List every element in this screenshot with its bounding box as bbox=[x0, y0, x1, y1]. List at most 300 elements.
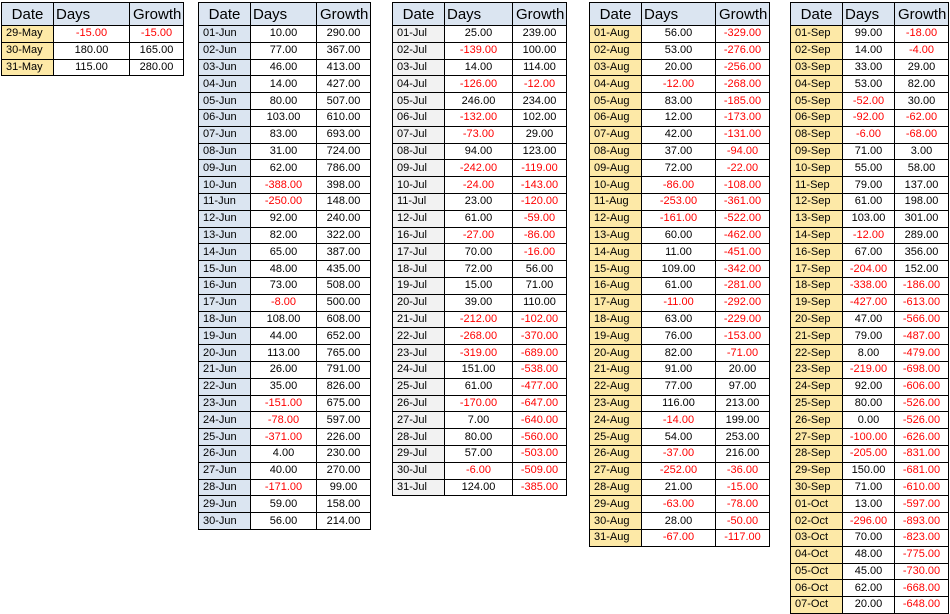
date-cell: 11-Sep bbox=[791, 177, 843, 194]
date-cell: 02-Jul bbox=[393, 42, 445, 59]
date-cell: 03-Jun bbox=[199, 59, 251, 76]
date-cell: 05-Oct bbox=[791, 563, 843, 580]
growth-cell: 786.00 bbox=[317, 160, 371, 177]
table-row bbox=[791, 244, 949, 261]
table-row bbox=[393, 210, 567, 227]
days-cell: 35.00 bbox=[251, 378, 317, 395]
growth-cell: -538.00 bbox=[513, 361, 567, 378]
days-cell: 56.00 bbox=[251, 513, 317, 530]
header-date: Date bbox=[393, 3, 445, 26]
days-cell: 28.00 bbox=[642, 513, 716, 530]
table-row bbox=[199, 193, 371, 210]
days-cell: 11.00 bbox=[642, 244, 716, 261]
days-cell: -6.00 bbox=[445, 462, 513, 479]
header-row bbox=[2, 3, 184, 26]
date-cell: 01-Oct bbox=[791, 496, 843, 513]
growth-cell: 216.00 bbox=[716, 445, 770, 462]
table-row bbox=[199, 361, 371, 378]
days-cell: -170.00 bbox=[445, 395, 513, 412]
date-cell: 29-Jun bbox=[199, 496, 251, 513]
table-row bbox=[393, 445, 567, 462]
table-row bbox=[590, 479, 770, 496]
growth-cell: 652.00 bbox=[317, 328, 371, 345]
date-cell: 31-Jul bbox=[393, 479, 445, 496]
days-cell: 82.00 bbox=[251, 227, 317, 244]
date-cell: 02-Jun bbox=[199, 42, 251, 59]
growth-cell: -526.00 bbox=[895, 395, 949, 412]
growth-cell: 270.00 bbox=[317, 462, 371, 479]
days-cell: -73.00 bbox=[445, 126, 513, 143]
table-row bbox=[393, 311, 567, 328]
date-cell: 29-Sep bbox=[791, 462, 843, 479]
date-cell: 06-Aug bbox=[590, 109, 642, 126]
table-row bbox=[393, 193, 567, 210]
table-row bbox=[791, 429, 949, 446]
days-cell: 47.00 bbox=[843, 311, 895, 328]
growth-cell: -479.00 bbox=[895, 345, 949, 362]
table-row bbox=[199, 378, 371, 395]
days-cell: 31.00 bbox=[251, 143, 317, 160]
table-row bbox=[393, 345, 567, 362]
days-cell: 61.00 bbox=[445, 210, 513, 227]
growth-cell: 29.00 bbox=[895, 59, 949, 76]
date-cell: 19-Jun bbox=[199, 328, 251, 345]
days-cell: -205.00 bbox=[843, 445, 895, 462]
days-cell: 55.00 bbox=[843, 160, 895, 177]
table-row bbox=[199, 244, 371, 261]
days-cell: 150.00 bbox=[843, 462, 895, 479]
date-cell: 03-Sep bbox=[791, 59, 843, 76]
table-row bbox=[393, 462, 567, 479]
growth-cell: 82.00 bbox=[895, 76, 949, 93]
days-cell: 62.00 bbox=[843, 580, 895, 597]
days-cell: 14.00 bbox=[251, 76, 317, 93]
table-row bbox=[199, 479, 371, 496]
table-row bbox=[791, 277, 949, 294]
days-cell: -268.00 bbox=[445, 328, 513, 345]
table-row bbox=[2, 59, 184, 76]
table-row bbox=[791, 160, 949, 177]
date-cell: 16-Jun bbox=[199, 277, 251, 294]
growth-cell: -606.00 bbox=[895, 378, 949, 395]
date-cell: 04-Oct bbox=[791, 546, 843, 563]
date-cell: 29-Aug bbox=[590, 496, 642, 513]
growth-cell: 791.00 bbox=[317, 361, 371, 378]
table-row bbox=[590, 395, 770, 412]
growth-cell: -229.00 bbox=[716, 311, 770, 328]
days-cell: 151.00 bbox=[445, 361, 513, 378]
date-cell: 11-Jun bbox=[199, 193, 251, 210]
date-cell: 01-Sep bbox=[791, 26, 843, 43]
growth-cell: 56.00 bbox=[513, 261, 567, 278]
table-row bbox=[199, 462, 371, 479]
days-cell: -388.00 bbox=[251, 177, 317, 194]
date-cell: 16-Sep bbox=[791, 244, 843, 261]
table-row bbox=[791, 26, 949, 43]
growth-cell: -626.00 bbox=[895, 429, 949, 446]
table-row bbox=[791, 546, 949, 563]
table-row bbox=[199, 345, 371, 362]
growth-cell: -560.00 bbox=[513, 429, 567, 446]
growth-cell: 435.00 bbox=[317, 261, 371, 278]
date-cell: 17-Aug bbox=[590, 294, 642, 311]
growth-cell: 240.00 bbox=[317, 210, 371, 227]
days-cell: 91.00 bbox=[642, 361, 716, 378]
days-cell: -6.00 bbox=[843, 126, 895, 143]
date-cell: 23-Sep bbox=[791, 361, 843, 378]
days-cell: 4.00 bbox=[251, 445, 317, 462]
table-row bbox=[199, 59, 371, 76]
table-row bbox=[791, 496, 949, 513]
date-cell: 22-Jul bbox=[393, 328, 445, 345]
days-cell: 65.00 bbox=[251, 244, 317, 261]
growth-cell: -108.00 bbox=[716, 177, 770, 194]
table-row bbox=[393, 126, 567, 143]
days-cell: 37.00 bbox=[642, 143, 716, 160]
header-date: Date bbox=[590, 3, 642, 26]
table-row bbox=[590, 311, 770, 328]
header-days: Days bbox=[445, 3, 513, 26]
days-cell: 72.00 bbox=[445, 261, 513, 278]
table-row bbox=[791, 76, 949, 93]
date-cell: 17-Jul bbox=[393, 244, 445, 261]
growth-cell: -522.00 bbox=[716, 210, 770, 227]
growth-cell: -102.00 bbox=[513, 311, 567, 328]
table-row bbox=[393, 261, 567, 278]
date-cell: 25-Jul bbox=[393, 378, 445, 395]
growth-cell: 29.00 bbox=[513, 126, 567, 143]
table-row bbox=[791, 378, 949, 395]
date-cell: 02-Aug bbox=[590, 42, 642, 59]
table-row bbox=[199, 93, 371, 110]
table-jun bbox=[198, 2, 371, 530]
date-cell: 23-Jul bbox=[393, 345, 445, 362]
days-cell: 76.00 bbox=[642, 328, 716, 345]
days-cell: -427.00 bbox=[843, 294, 895, 311]
growth-cell: -648.00 bbox=[895, 597, 949, 614]
days-cell: 20.00 bbox=[843, 597, 895, 614]
days-cell: 44.00 bbox=[251, 328, 317, 345]
table-row bbox=[791, 126, 949, 143]
header-days: Days bbox=[54, 3, 130, 26]
growth-cell: -526.00 bbox=[895, 412, 949, 429]
date-cell: 17-Jun bbox=[199, 294, 251, 311]
days-cell: -92.00 bbox=[843, 109, 895, 126]
growth-cell: 58.00 bbox=[895, 160, 949, 177]
table-row bbox=[393, 294, 567, 311]
days-cell: 67.00 bbox=[843, 244, 895, 261]
growth-cell: -610.00 bbox=[895, 479, 949, 496]
days-cell: -139.00 bbox=[445, 42, 513, 59]
days-cell: 116.00 bbox=[642, 395, 716, 412]
growth-cell: -698.00 bbox=[895, 361, 949, 378]
date-cell: 25-Jun bbox=[199, 429, 251, 446]
date-cell: 26-Aug bbox=[590, 445, 642, 462]
days-cell: -24.00 bbox=[445, 177, 513, 194]
table-row bbox=[791, 59, 949, 76]
date-cell: 06-Jun bbox=[199, 109, 251, 126]
date-cell: 27-Sep bbox=[791, 429, 843, 446]
days-cell: 83.00 bbox=[251, 126, 317, 143]
table-row bbox=[199, 328, 371, 345]
growth-cell: -370.00 bbox=[513, 328, 567, 345]
growth-cell: -292.00 bbox=[716, 294, 770, 311]
date-cell: 25-Aug bbox=[590, 429, 642, 446]
days-cell: 53.00 bbox=[642, 42, 716, 59]
date-cell: 07-Jun bbox=[199, 126, 251, 143]
date-cell: 02-Oct bbox=[791, 513, 843, 530]
growth-cell: -50.00 bbox=[716, 513, 770, 530]
table-row bbox=[393, 412, 567, 429]
growth-cell: 508.00 bbox=[317, 277, 371, 294]
days-cell: -250.00 bbox=[251, 193, 317, 210]
date-cell: 01-Jul bbox=[393, 26, 445, 43]
date-cell: 28-Sep bbox=[791, 445, 843, 462]
date-cell: 22-Jun bbox=[199, 378, 251, 395]
date-cell: 15-Jun bbox=[199, 261, 251, 278]
table-row bbox=[393, 479, 567, 496]
days-cell: -253.00 bbox=[642, 193, 716, 210]
header-days: Days bbox=[251, 3, 317, 26]
date-cell: 18-Jun bbox=[199, 311, 251, 328]
growth-cell: 198.00 bbox=[895, 193, 949, 210]
growth-cell: -477.00 bbox=[513, 378, 567, 395]
days-cell: 25.00 bbox=[445, 26, 513, 43]
days-cell: 12.00 bbox=[642, 109, 716, 126]
date-cell: 03-Aug bbox=[590, 59, 642, 76]
table-row bbox=[199, 76, 371, 93]
date-cell: 30-Aug bbox=[590, 513, 642, 530]
growth-cell: 693.00 bbox=[317, 126, 371, 143]
table-row bbox=[590, 361, 770, 378]
growth-cell: -119.00 bbox=[513, 160, 567, 177]
days-cell: 8.00 bbox=[843, 345, 895, 362]
table-row bbox=[590, 244, 770, 261]
days-cell: 103.00 bbox=[251, 109, 317, 126]
growth-cell: -640.00 bbox=[513, 412, 567, 429]
date-cell: 19-Sep bbox=[791, 294, 843, 311]
table-row bbox=[199, 42, 371, 59]
date-cell: 18-Aug bbox=[590, 311, 642, 328]
growth-cell: -12.00 bbox=[513, 76, 567, 93]
table-row bbox=[791, 462, 949, 479]
growth-cell: -68.00 bbox=[895, 126, 949, 143]
table-row bbox=[791, 42, 949, 59]
header-growth: Growth bbox=[716, 3, 770, 26]
table-row bbox=[199, 311, 371, 328]
growth-cell: -487.00 bbox=[895, 328, 949, 345]
table-row bbox=[590, 294, 770, 311]
date-cell: 27-Jun bbox=[199, 462, 251, 479]
date-cell: 03-Jul bbox=[393, 59, 445, 76]
table-row bbox=[791, 109, 949, 126]
table-row bbox=[791, 345, 949, 362]
table-row bbox=[199, 445, 371, 462]
days-cell: -151.00 bbox=[251, 395, 317, 412]
days-cell: -252.00 bbox=[642, 462, 716, 479]
days-cell: -161.00 bbox=[642, 210, 716, 227]
days-cell: 61.00 bbox=[445, 378, 513, 395]
table-row bbox=[791, 445, 949, 462]
growth-cell: 356.00 bbox=[895, 244, 949, 261]
table-row bbox=[199, 160, 371, 177]
table-row bbox=[590, 93, 770, 110]
growth-cell: 148.00 bbox=[317, 193, 371, 210]
days-cell: 109.00 bbox=[642, 261, 716, 278]
growth-cell: 226.00 bbox=[317, 429, 371, 446]
table-row bbox=[791, 210, 949, 227]
table-row bbox=[590, 227, 770, 244]
growth-cell: -597.00 bbox=[895, 496, 949, 513]
days-cell: -319.00 bbox=[445, 345, 513, 362]
growth-cell: 71.00 bbox=[513, 277, 567, 294]
date-cell: 10-Sep bbox=[791, 160, 843, 177]
date-cell: 26-Jul bbox=[393, 395, 445, 412]
growth-cell: 500.00 bbox=[317, 294, 371, 311]
days-cell: -132.00 bbox=[445, 109, 513, 126]
table-sep bbox=[790, 2, 949, 614]
growth-cell: 398.00 bbox=[317, 177, 371, 194]
growth-cell: -566.00 bbox=[895, 311, 949, 328]
date-cell: 08-Aug bbox=[590, 143, 642, 160]
days-cell: -8.00 bbox=[251, 294, 317, 311]
growth-cell: 675.00 bbox=[317, 395, 371, 412]
growth-cell: -71.00 bbox=[716, 345, 770, 362]
date-cell: 30-Jun bbox=[199, 513, 251, 530]
days-cell: 14.00 bbox=[843, 42, 895, 59]
days-cell: 83.00 bbox=[642, 93, 716, 110]
growth-cell: 724.00 bbox=[317, 143, 371, 160]
table-row bbox=[791, 311, 949, 328]
days-cell: -204.00 bbox=[843, 261, 895, 278]
growth-cell: 301.00 bbox=[895, 210, 949, 227]
table-row bbox=[791, 563, 949, 580]
growth-cell: -16.00 bbox=[513, 244, 567, 261]
growth-cell: 427.00 bbox=[317, 76, 371, 93]
date-cell: 16-Aug bbox=[590, 277, 642, 294]
date-cell: 06-Sep bbox=[791, 109, 843, 126]
days-cell: 77.00 bbox=[251, 42, 317, 59]
date-cell: 18-Jul bbox=[393, 261, 445, 278]
days-cell: 108.00 bbox=[251, 311, 317, 328]
growth-cell: -281.00 bbox=[716, 277, 770, 294]
table-row bbox=[791, 597, 949, 614]
table-row bbox=[590, 277, 770, 294]
table-row bbox=[393, 227, 567, 244]
days-cell: -37.00 bbox=[642, 445, 716, 462]
growth-cell: 123.00 bbox=[513, 143, 567, 160]
growth-cell: -385.00 bbox=[513, 479, 567, 496]
growth-cell: -775.00 bbox=[895, 546, 949, 563]
date-cell: 25-Sep bbox=[791, 395, 843, 412]
table-row bbox=[393, 59, 567, 76]
days-cell: 23.00 bbox=[445, 193, 513, 210]
days-cell: -63.00 bbox=[642, 496, 716, 513]
days-cell: 99.00 bbox=[843, 26, 895, 43]
date-cell: 01-Aug bbox=[590, 26, 642, 43]
table-row bbox=[590, 42, 770, 59]
growth-cell: 3.00 bbox=[895, 143, 949, 160]
growth-cell: 239.00 bbox=[513, 26, 567, 43]
date-cell: 10-Aug bbox=[590, 177, 642, 194]
table-row bbox=[199, 513, 371, 530]
date-cell: 09-Jun bbox=[199, 160, 251, 177]
days-cell: -171.00 bbox=[251, 479, 317, 496]
days-cell: 57.00 bbox=[445, 445, 513, 462]
growth-cell: -173.00 bbox=[716, 109, 770, 126]
date-cell: 16-Jul bbox=[393, 227, 445, 244]
days-cell: -12.00 bbox=[642, 76, 716, 93]
growth-cell: -22.00 bbox=[716, 160, 770, 177]
days-cell: 10.00 bbox=[251, 26, 317, 43]
header-date: Date bbox=[2, 3, 54, 26]
days-cell: 92.00 bbox=[843, 378, 895, 395]
growth-cell: 102.00 bbox=[513, 109, 567, 126]
table-row bbox=[590, 345, 770, 362]
days-cell: 45.00 bbox=[843, 563, 895, 580]
days-cell: 180.00 bbox=[54, 42, 130, 59]
table-row bbox=[590, 328, 770, 345]
days-cell: 13.00 bbox=[843, 496, 895, 513]
date-cell: 07-Aug bbox=[590, 126, 642, 143]
date-cell: 19-Jul bbox=[393, 277, 445, 294]
growth-cell: -120.00 bbox=[513, 193, 567, 210]
growth-cell: -143.00 bbox=[513, 177, 567, 194]
table-aug bbox=[589, 2, 770, 547]
growth-cell: -18.00 bbox=[895, 26, 949, 43]
days-cell: 61.00 bbox=[642, 277, 716, 294]
table-row bbox=[199, 227, 371, 244]
date-cell: 08-Jun bbox=[199, 143, 251, 160]
table-row bbox=[590, 76, 770, 93]
date-cell: 07-Oct bbox=[791, 597, 843, 614]
table-row bbox=[393, 143, 567, 160]
growth-cell: -329.00 bbox=[716, 26, 770, 43]
growth-cell: -15.00 bbox=[130, 26, 184, 43]
date-cell: 10-Jun bbox=[199, 177, 251, 194]
date-cell: 20-Jun bbox=[199, 345, 251, 362]
growth-cell: 597.00 bbox=[317, 412, 371, 429]
growth-cell: 290.00 bbox=[317, 26, 371, 43]
table-row bbox=[199, 429, 371, 446]
header-row bbox=[791, 3, 949, 26]
days-cell: 53.00 bbox=[843, 76, 895, 93]
header-row bbox=[199, 3, 371, 26]
growth-cell: 610.00 bbox=[317, 109, 371, 126]
days-cell: -78.00 bbox=[251, 412, 317, 429]
table-row bbox=[393, 244, 567, 261]
days-cell: 124.00 bbox=[445, 479, 513, 496]
table-row bbox=[393, 93, 567, 110]
growth-cell: -268.00 bbox=[716, 76, 770, 93]
table-row bbox=[393, 328, 567, 345]
growth-cell: -681.00 bbox=[895, 462, 949, 479]
growth-cell: 280.00 bbox=[130, 59, 184, 76]
days-cell: 39.00 bbox=[445, 294, 513, 311]
days-cell: 77.00 bbox=[642, 378, 716, 395]
header-date: Date bbox=[791, 3, 843, 26]
date-cell: 13-Sep bbox=[791, 210, 843, 227]
date-cell: 05-Jun bbox=[199, 93, 251, 110]
growth-cell: -893.00 bbox=[895, 513, 949, 530]
days-cell: 61.00 bbox=[843, 193, 895, 210]
days-cell: 7.00 bbox=[445, 412, 513, 429]
header-row bbox=[590, 3, 770, 26]
growth-cell: -78.00 bbox=[716, 496, 770, 513]
table-row bbox=[393, 378, 567, 395]
growth-cell: -730.00 bbox=[895, 563, 949, 580]
growth-cell: -503.00 bbox=[513, 445, 567, 462]
